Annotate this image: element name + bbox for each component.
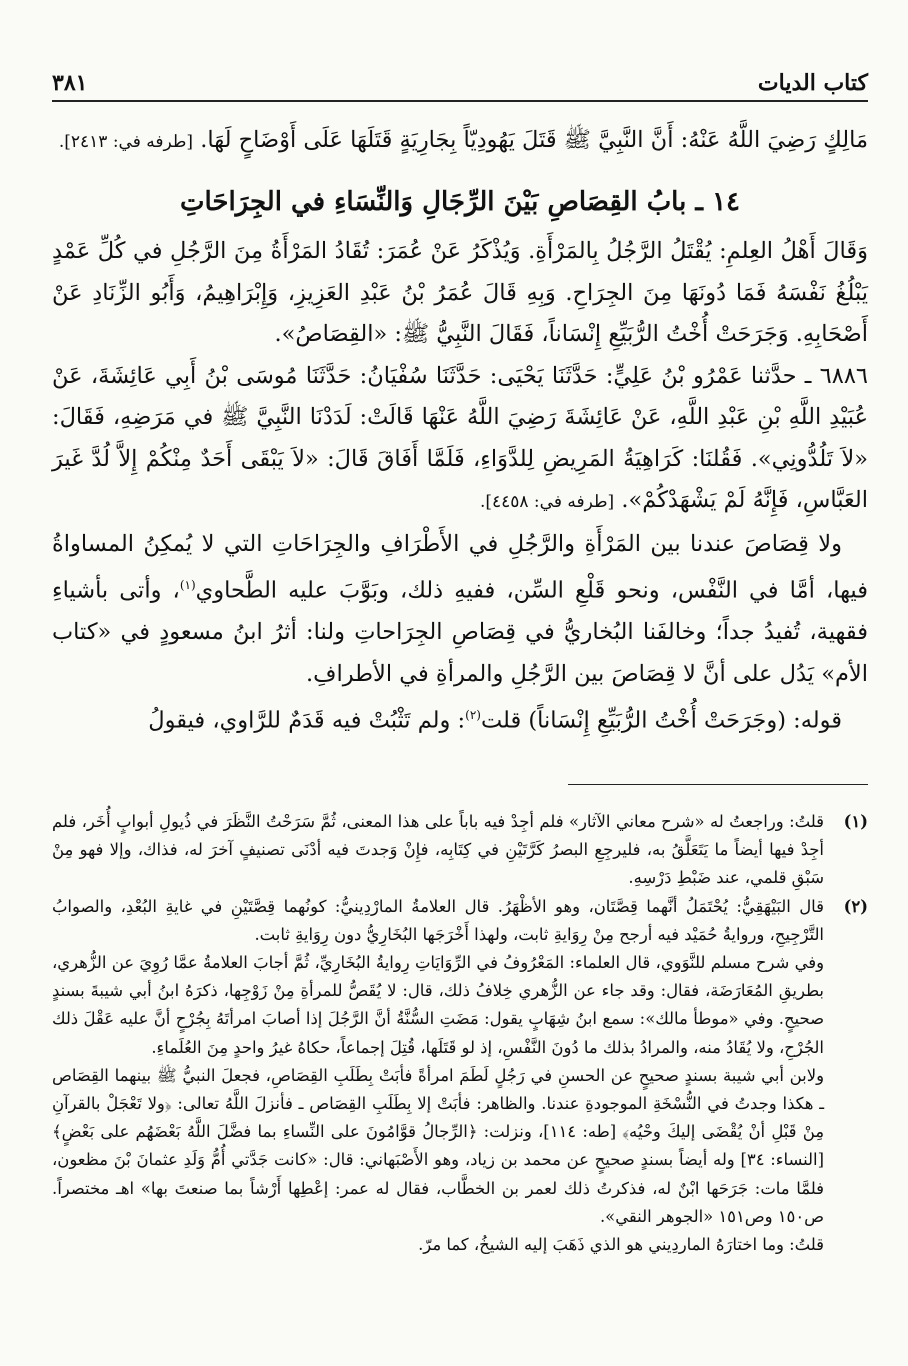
- intro-text: مَالِكٍ رَضِيَ اللَّهُ عَنْهُ: أَنَّ النَّبِيَّ ﷺ قَتَلَ يَهُودِيّاً بِجَارِيَةٍ قَتَلَهَا عَلَى أَوْضَاحٍ لَهَا.: [200, 127, 868, 153]
- main-text: [52, 120, 868, 742]
- commentary-paragraph-2: [52, 695, 868, 742]
- footnote-ref-2[interactable]: (٢): [465, 708, 481, 722]
- footnote-1: [52, 808, 868, 893]
- footnote-body: [52, 808, 824, 893]
- book-page: [52, 0, 868, 1366]
- hadith-text: ٦٨٨٦ ـ حدَّثنا عَمْرُو بْنُ عَلِيٍّ: حَدَّثَنَا يَحْيَى: حَدَّثَنَا سُفْيَانُ: حَدَّثَنَا مُوسَى بْنُ أَبِي عَائِشَةَ، عَنْ عُبَيْدِ اللَّهِ بْنِ عَبْدِ اللَّهِ، عَنْ عَائِشَةَ رَضِيَ اللَّهُ عَنْهَا قَالَتْ: لَدَدْنَا النَّبِيَّ ﷺ في مَرَضِهِ، فَقَالَ: «لاَ تَلُدُّونِي». فَقُلنَا: كَرَاهِيَةُ المَرِيضِ لِلدَّوَاءِ، فَلَمَّا أَفَاقَ قَالَ: «لاَ يَبْقَى أَحَدٌ مِنْكُمْ إِلاَّ لُدَّ غَيرَ العَبَّاسِ، فَإِنَّهُ لَمْ يَشْهَدْكُمْ».: [52, 362, 868, 513]
- footnote-2: [52, 893, 868, 1260]
- page-header: [52, 60, 868, 102]
- footnote-divider: [568, 784, 868, 785]
- running-title: كتاب الديات: [757, 70, 868, 96]
- footnote-mark: (١): [843, 812, 868, 831]
- footnotes: [52, 808, 868, 1259]
- footnote-paragraph: قلتُ: وراجعتُ له «شرح معاني الآثار» فلم أجِدْ فيه باباً على هذا المعنى، ثُمَّ سَرَحْتُ النَّظَرَ في ذُيولِ أبوابٍ أُخَر، فلم أجِدْ فيها أيضاً ما يَتَعَلَّقُ به، فليرجِعِ البصرُ كَرَّتَيْنِ في كِتَابِه، فإِنْ وَجدتَ فيه أدْنَى تصنيفٍ آخرَ له، فذاك، وإلا فهو مِنْ سَبْقِ قلمي، عند ضَبْطِ دَرْسِهِ.: [52, 812, 824, 888]
- intro-paragraph: [52, 120, 868, 164]
- intro-reference: [طرفه في: ٢٤١٣].: [58, 132, 194, 152]
- commentary-paragraph-1: [52, 524, 868, 696]
- hadith-reference: [طرفه في: ٤٤٥٨].: [479, 492, 615, 512]
- commentary-2-part-a: قوله: (وجَرَحَتْ أُخْتُ الرُّبَيِّعِ إِنْسَاناً) قلت: [480, 707, 842, 734]
- footnote-mark: (٢): [843, 896, 868, 916]
- footnote-ref-1[interactable]: (١): [179, 578, 196, 592]
- footnote-body: [52, 893, 824, 1260]
- footnote-paragraph: قلتُ: وما اختارَهُ الماردِيني هو الذي ذَهَبَ إليه الشيخُ، كما مرّ.: [418, 1235, 824, 1255]
- chapter-heading: ١٤ ـ بابُ القِصَاصِ بَيْنَ الرِّجَالِ وَالنِّسَاءِ في الجِرَاحَاتِ: [179, 186, 740, 217]
- hadith-paragraph: [52, 356, 868, 524]
- commentary-1-part-b: ، وأتى بأشياءِ فقهية، تُفيدُ جداً؛ وخالفَنا البُخاريُّ في قِصَاصِ الجِرَاحاتِ ولنا: أثرُ ابنُ مسعودٍ في «كتاب الأم» يَدُل على أنَّ لا قِصَاصَ بين الرَّجُلِ والمرأةِ في الأطرافِ.: [52, 577, 868, 687]
- footnote-paragraph: قال البَيْهَقِيُّ: يُحْتَمَلُ أنَّهما قِصَّتَان، وهو الأظْهَرُ. قال العلامةُ المارْدِينيُّ: كونُهما قِصَّتَيْنِ في غايةِ البُعْدِ، والصوابُ التَّرْجِيحِ، وروايةُ حُمَيْد فيه أرجح مِنْ رِوَايةِ ثابت، ولهذا أَخْرَجَها البُخَارِيُّ دون رِوَايةِ ثابت.: [52, 896, 824, 944]
- page-number: ٣٨١: [52, 70, 88, 96]
- commentary-2-part-b: : ولم تَثْبُتْ فيه قَدَمٌ للرَّاوي، فيقولُ: [148, 707, 466, 734]
- commentary-1-part-a: ولا قِصَاصَ عندنا بين المَرْأَةِ والرَّجُلِ في الأَطْرَافِ والجِرَاحَاتِ التي لا يُمكِنُ المساواةُ فيها، أمَّا في النَّفْس، ونحو قَلْعِ السِّن، ففيهِ ذلك، وبَوَّبَ عليه الطَّحاوي: [52, 530, 868, 604]
- footnote-paragraph: وفي شرح مسلم للنَّوَوي، قال العلماء: المَعْرُوفُ في الرِّوَايَاتِ رِوايةُ البُخَارِيِّ، ثُمَّ أجابَ العلامةُ عمَّا رُوِيَ عن الزُّهري، بطريقِ المُعَارَضَة، فقال: وقد جاء عن الزُّهري خِلافُ ذلك، قال: لا يُقَصُّ للمرأةِ مِنْ زَوْجِها، ذكرَهُ ابنُ أبي شيبةَ بسندٍ صحيحٍ. وفي «موطأ مالك»: سمع ابنُ شِهَابٍ يقول: مَضَتِ السُّنَّةُ أنَّ الرَّجُلَ إذا أصابَ امرأتَهُ بِجُرْحٍ أنَّ عليه عَقْلَ ذلك الجُرْحِ، ولا يُقَادُ منه، والمرادُ بذلك ما دُونَ النَّفْسِ، إذ لو قَتَلَها، قُتِلَ إجماعاً، حكاهُ غيرُ واحدٍ مِنَ العُلَماءِ.: [52, 953, 824, 1057]
- chapter-paragraph: وَقَالَ أَهْلُ العِلمِ: يُقْتَلُ الرَّجُلُ بِالمَرْأَةِ. وَيُذْكَرُ عَنْ عُمَرَ: تُقَادُ المَرْأَةُ مِنَ الرَّجُلِ في كُلِّ عَمْدٍ يَبْلُغُ نَفْسَهُ فَمَا دُونَهَا مِنَ الجِرَاحِ. وَبِهِ قَالَ عُمَرُ بْنُ عَبْدِ العَزِيزِ، وَإِبْرَاهِيمُ، وَأَبُو الزِّنَادِ عَنْ أَصْحَابِهِ. وَجَرَحَتْ أُخْتُ الرُّبَيِّعِ إِنْسَاناً، فَقَالَ النَّبِيُّ ﷺ: «القِصَاصُ».: [52, 238, 868, 347]
- footnote-paragraph: ولابن أبي شيبة بسندٍ صحيحٍ عن الحسنِ في رَجُلٍ لَطَمَ امرأةً فأبَتْ بِطَلَبِ القِصَاصِ، فجعلَ النبيُّ ﷺ بينهما القِصَاص ـ هكذا وجدتُ في النُّسْخَةِ الموجودةِ عندنا. والظاهر: فأبَتْ إلا بِطَلَبِ القِصَاص ـ فأنزلَ اللَّهُ تعالى: ﴿ولا تَعْجَلْ بالقرآنِ مِنْ قَبْلِ أنْ يُقْضَى إليكَ وحْيُه﴾ [طه: ١١٤]، ونزلت: ﴿الرِّجالُ قوَّامُونَ على النِّساءِ بما فضَّلَ اللَّهُ بَعْضَهُم على بَعْضٍ﴾ [النساء: ٣٤] وله أيضاً بسندٍ صحيحٍ عن محمد بن زياد، وهو الأَصْبَهاني: قال: «كانت جَدَّتي أُمُّ وَلَدِ عثمانَ بْنَ مظعون، فلمَّا مات: جَرَحَها ابْنٌ له، فذكرتُ ذلك لعمر بن الخطَّاب، فقال له عمر: إعْطِها أَرْشاً بما صنعتَ بها» اهـ مختصراً. ص١٥٠ وص١٥١ «الجوهر النقي».: [52, 1065, 824, 1226]
